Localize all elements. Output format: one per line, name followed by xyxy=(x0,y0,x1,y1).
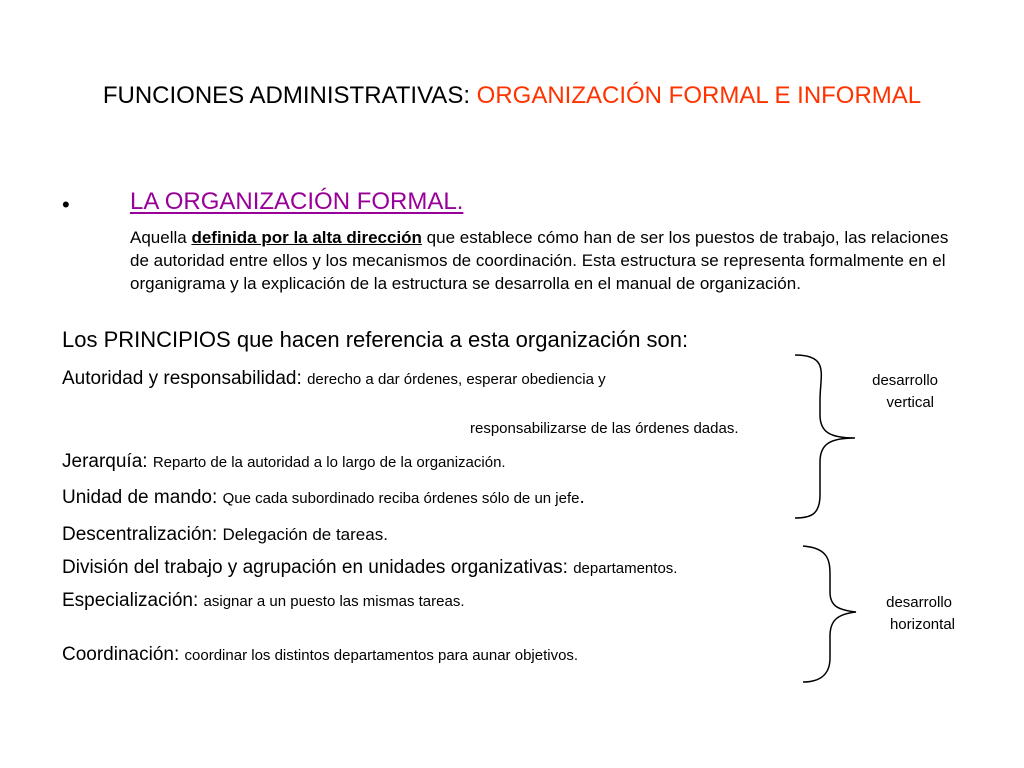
principle-name: Autoridad y responsabilidad xyxy=(62,368,297,389)
principle-desc: departamentos. xyxy=(573,560,678,577)
intro-start: Aquella xyxy=(130,228,192,247)
principle-desc: Reparto de la autoridad a lo largo de la organización. xyxy=(152,454,506,471)
principle-desc: derecho a dar órdenes, esperar obediencia y xyxy=(307,371,606,388)
principle-end: . xyxy=(579,487,585,508)
principle-authority-desc-cont: responsabilizarse de las órdenes dadas. xyxy=(470,420,739,437)
intro-bold: definida por la alta dirección xyxy=(191,228,422,247)
title-highlight: ORGANIZACIÓN FORMAL E INFORMAL xyxy=(476,82,922,109)
section-heading: LA ORGANIZACIÓN FORMAL. xyxy=(130,188,464,215)
principle-name: Jerarquía xyxy=(62,451,143,472)
principle-sep: : xyxy=(192,590,204,611)
principle-desc: Que cada subordinado reciba órdenes sólo de un jefe xyxy=(222,490,580,507)
horizontal-label-line1: desarrollo xyxy=(886,594,952,611)
principle-name: Descentralización xyxy=(62,524,212,545)
principle-sep: : xyxy=(211,524,223,545)
horizontal-brace-icon xyxy=(803,546,856,682)
principle-desc: coordinar los distintos departamentos para aunar objetivos. xyxy=(184,647,579,664)
vertical-label-line1: desarrollo xyxy=(872,372,938,389)
principle-name: Especialización xyxy=(62,590,193,611)
principle-name: Coordinación xyxy=(62,644,174,665)
principle-sep: : xyxy=(142,451,153,472)
intro-rest: que establece cómo han de ser los puestos de trabajo, las relaciones de autoridad entre ellos y los mecanismos de coordinación. Esta estructura se representa formalmente en el organigrama y la explicación de la estructura se desarrolla en el manual de organización. xyxy=(130,228,949,293)
horizontal-label-line2: horizontal xyxy=(889,616,955,633)
bullet-icon: • xyxy=(62,192,70,217)
principle-desc: Delegación de tareas. xyxy=(222,525,388,544)
principle-name: División del trabajo y agrupación en unidades organizativas xyxy=(62,557,563,578)
principle-name: Unidad de mando xyxy=(62,487,212,508)
principle-desc: asignar a un puesto las mismas tareas. xyxy=(203,593,465,610)
vertical-brace-icon xyxy=(795,355,855,518)
principles-intro: Los PRINCIPIOS que hacen referencia a esta organización son: xyxy=(62,327,689,352)
principle-sep: : xyxy=(212,487,223,508)
title-prefix: FUNCIONES ADMINISTRATIVAS: xyxy=(102,82,477,109)
principle-sep: : xyxy=(562,557,574,578)
principle-sep: : xyxy=(173,644,185,665)
principle-sep: : xyxy=(296,368,308,389)
vertical-label-line2: vertical xyxy=(886,394,934,411)
